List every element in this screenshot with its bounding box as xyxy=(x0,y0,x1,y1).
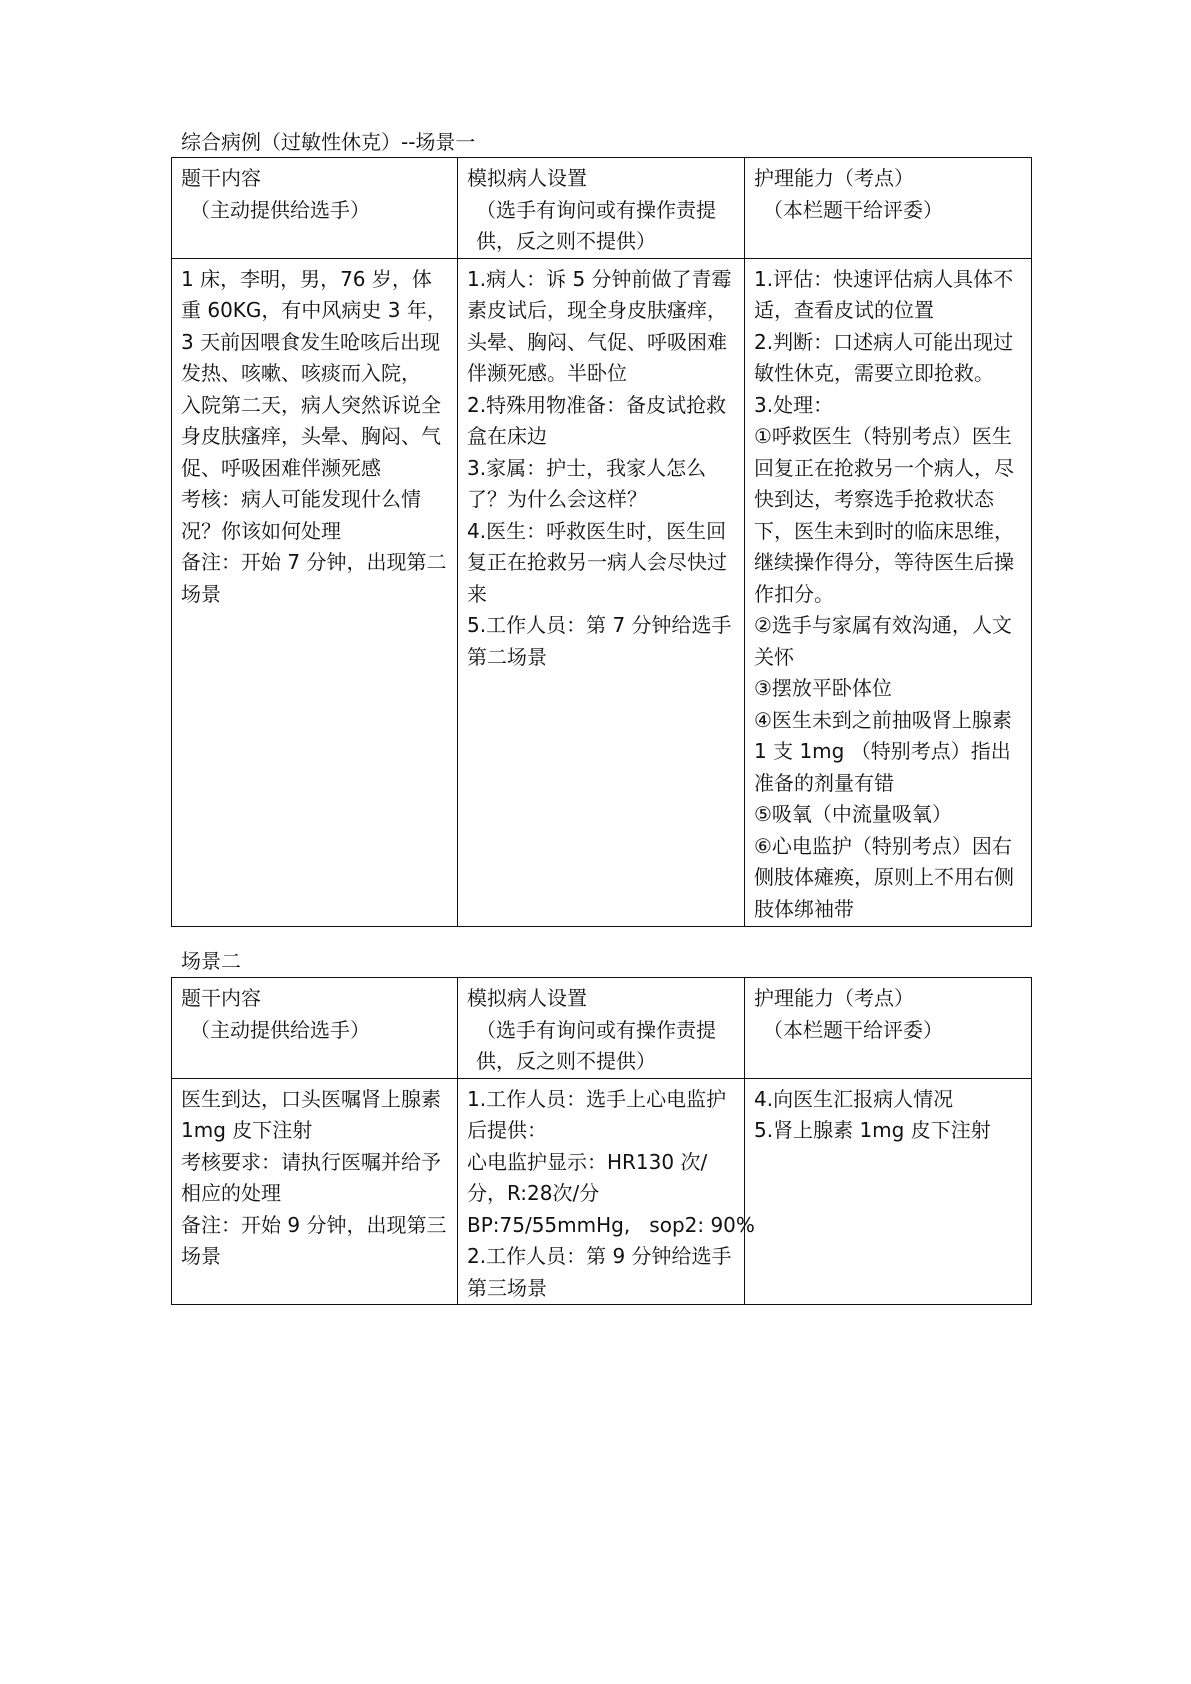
header-title: 护理能力（考点） xyxy=(754,166,914,190)
setup-line: BP:75/55mmHg, sop2: 90% xyxy=(467,1212,755,1237)
stem-line: 考核要求：请执行医嘱并给予相应的处理 xyxy=(181,1149,441,1205)
scene2-table xyxy=(171,977,1032,1305)
scene2-header-row xyxy=(172,978,1032,1079)
point-line: ⑥心电监护（特别考点）因右侧肢体瘫痪，原则上不用右侧肢体绑袖带 xyxy=(754,833,1014,921)
point-line: ④医生未到之前抽吸肾上腺素 1 支 1mg （特别考点）指出准备的剂量有错 xyxy=(754,707,1012,795)
stem-line: 考核：病人可能发现什么情况？你该如何处理 xyxy=(181,487,421,543)
scene1-nursing-points-cell xyxy=(745,258,1032,926)
scene2-caption: 场景二 xyxy=(181,949,241,973)
header-title: 护理能力（考点） xyxy=(754,986,914,1010)
point-line: 1.评估：快速评估病人具体不适，查看皮试的位置 xyxy=(754,266,1014,322)
stem-line: 备注：开始 7 分钟，出现第二场景 xyxy=(181,550,447,606)
scene1-stem-cell xyxy=(172,258,458,926)
setup-line: 1.病人：诉 5 分钟前做了青霉素皮试后，现全身皮肤瘙痒，头晕、胸闷、气促、呼吸困难伴濒死感。半卧位 xyxy=(467,266,732,385)
point-line: 5.肾上腺素 1mg 皮下注射 xyxy=(754,1118,991,1142)
setup-line: 2.特殊用物准备：备皮试抢救盒在床边 xyxy=(467,392,727,448)
setup-line: 4.医生：呼救医生时，医生回复正在抢救另一病人会尽快过来 xyxy=(467,518,727,606)
point-line: 4.向医生汇报病人情况 xyxy=(754,1086,954,1111)
header-title: 模拟病人设置 xyxy=(467,166,587,190)
scene2-header-patient-setup xyxy=(458,978,745,1079)
header-title: 模拟病人设置 xyxy=(467,986,587,1010)
scene1-patient-setup-cell xyxy=(458,258,745,926)
scene2-header-stem xyxy=(172,978,458,1079)
scene1-header-stem xyxy=(172,158,458,259)
scene1-body-row xyxy=(172,258,1032,926)
header-subtitle: （主动提供给选手） xyxy=(190,197,370,222)
scene1-table xyxy=(171,157,1032,927)
scene1-header-row xyxy=(172,158,1032,259)
header-subtitle: （本栏题干给评委） xyxy=(763,1017,943,1042)
stem-line: 入院第二天，病人突然诉说全身皮肤瘙痒，头晕、胸闷、气促、呼吸困难伴濒死感 xyxy=(181,392,441,480)
point-line: 2.判断：口述病人可能出现过敏性休克，需要立即抢救。 xyxy=(754,329,1014,385)
point-line: ③摆放平卧体位 xyxy=(754,676,892,700)
scene1-header-patient-setup xyxy=(458,158,745,259)
scene2-patient-setup-cell xyxy=(458,1078,755,1305)
header-title: 题干内容 xyxy=(181,166,261,190)
header-subtitle: （本栏题干给评委） xyxy=(763,197,943,222)
point-line: ⑤吸氧（中流量吸氧） xyxy=(754,802,952,826)
setup-line: 5.工作人员：第 7 分钟给选手第二场景 xyxy=(467,613,732,669)
setup-line: 3.家属：护士，我家人怎么了？为什么会这样？ xyxy=(467,455,707,511)
stem-line: 备注：开始 9 分钟，出现第三场景 xyxy=(181,1212,447,1268)
header-subtitle: （选手有询问或有操作责提供，反之则不提供） xyxy=(476,197,716,253)
setup-line: 1.工作人员：选手上心电监护后提供： xyxy=(467,1086,727,1142)
scene2-header-nursing-points xyxy=(745,978,1032,1079)
point-line: ①呼救医生（特别考点）医生回复正在抢救另一个病人，尽快到达，考察选手抢救状态下，医生未到时的临床思维，继续操作得分，等待医生后操作扣分。 xyxy=(754,424,1014,606)
setup-line: 心电监护显示：HR130 次/分，R:28次/分 xyxy=(467,1149,708,1205)
scene2-stem-cell xyxy=(172,1078,458,1305)
header-title: 题干内容 xyxy=(181,986,261,1010)
point-line: ②选手与家属有效沟通，人文关怀 xyxy=(754,613,1012,669)
scene1-header-nursing-points xyxy=(745,158,1032,259)
point-line: 3.处理： xyxy=(754,392,834,417)
scene1-caption: 综合病例（过敏性休克）--场景一 xyxy=(181,130,476,154)
scene2-nursing-points-cell xyxy=(745,1078,1032,1305)
header-subtitle: （选手有询问或有操作责提供，反之则不提供） xyxy=(476,1017,716,1073)
stem-line: 1 床，李明，男，76 岁，体重 60KG，有中风病史 3 年，3 天前因喂食发生呛咳后出现发热、咳嗽、咳痰而入院， xyxy=(181,266,447,385)
header-subtitle: （主动提供给选手） xyxy=(190,1017,370,1042)
setup-line: 2.工作人员：第 9 分钟给选手第三场景 xyxy=(467,1244,732,1300)
stem-line: 医生到达，口头医嘱肾上腺素 1mg 皮下注射 xyxy=(181,1086,441,1142)
scene2-body-row xyxy=(172,1078,1032,1305)
